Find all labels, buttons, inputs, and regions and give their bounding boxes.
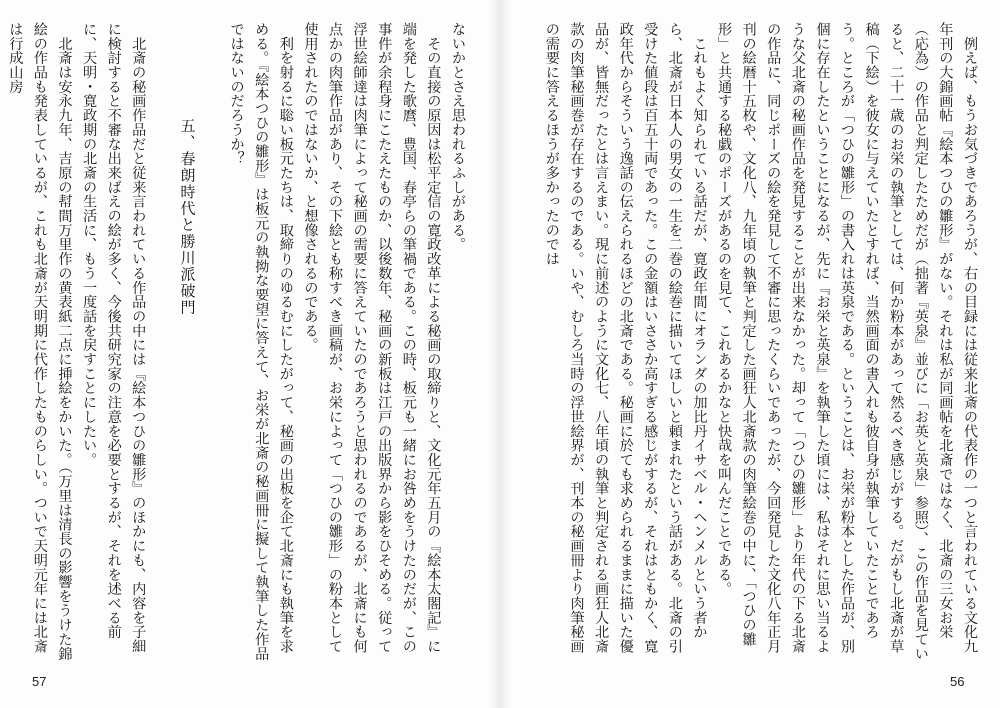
heading-spacer xyxy=(199,22,224,662)
section-heading: 五、春朗時代と勝川派破門 xyxy=(178,118,197,316)
page-number-right: 56 xyxy=(950,674,965,689)
right-page-text xyxy=(530,22,982,662)
heading-spacer-after xyxy=(150,22,175,662)
left-paragraph-2: 利を射るに聡い板元たちは、取締りのゆるむにしたがって、秘画の出板を企て北斎にも執筆を求める。『絵本つひの雛形』は板元の執拗な要望に答えて、お栄が北斎の秘画冊に擬して執筆した作品ではないのだろうか？ xyxy=(228,22,294,661)
left-paragraph-1: その直接の原因は松平定信の寛政改革による秘画の取締りと、文化元年五月の『絵本太閤記』に端を発した歌麿、豊国、春亭らの筆禍である。この時、板元も一緒にお咎めをうけたのだが、この事件が余程身にこたえたものか、以後数年、秘画の新板は江戸の出版界から影をひそめる。従って浮世絵師達は肉筆によって秘画の需要に答えていたのであろうと思われるのであるが、北斎にも何点かの肉筆作品があり、その下絵とも称すべき画稿が、お栄によって「つひの雛形」の粉本として使用されたのではないか、と想像されるのである。 xyxy=(302,22,442,654)
book-gutter xyxy=(488,0,512,708)
left-paragraph-3: 北斎の秘画作品だと従来言われている作品の中には『絵本つひの雛形』のほかにも、内容を子細に検討すると不審な出来ばえの絵が多く、今後共研究家の注意を必要とするが、それを述べる前に、天明・寛政期の北斎の生活に、もう一度話を戻すことにしたい。 xyxy=(81,22,147,654)
left-paragraph-4: 北斎は安永九年、吉原の幇間万里作の黄表紙二点に挿絵をかいた。（万里は清長の影響をうけた錦絵の作品も発表しているが、これも北斎が天明期に代作したものらしい。ついで天明元年には北斎は行成山房 xyxy=(7,22,73,661)
page-number-left: 57 xyxy=(32,674,47,689)
left-continuation: ないかとさえ思われるふしがある。 xyxy=(450,22,466,252)
right-paragraph-2: これもよく知られている話だが、寛政年間にオランダの加比丹イサベル・ヘンメルという者から、北斎が日本人の男女の一生を二巻の絵巻に描いてほしいと頼まれたという話がある。北斎の引受けた値段は百五十両であった。この金額はいささか高すぎる感じがするが、それはともかく、寛政年代からそういう逸話の伝えられるほどの北斎である。秘画に於ても求められるままに描いた優品が、皆無だったとは言えまい。現に前述のように文化七、八年頃の執筆と判定される画狂人北斎款の肉筆秘画巻が存在するのである。いや、むしろ当時の浮世絵界が、刊本の秘画冊より肉筆秘画の需要に答えるほうが多かったのでは xyxy=(543,22,708,654)
right-paragraph-1: 例えば、もうお気づきであろうが、右の目録には従来北斎の代表作の一つと言われている文化九年刊の大錦画帖『絵本つひの雛形』がない。それは私が同画帖を北斎ではなく、北斎の三女お栄（応為）の作品と判定したためだが（拙著『英泉』並びに「お英と英泉」参照）、この作品を見ていると、二十一歳のお栄の執筆としては、何か粉本があって然るべき感じがする。だがもし北斎が草稿（下絵）を彼女に与えていたとすれば、当然画面の書入れも彼自身が執筆していたことであろう。ところが「つひの雛形」の書入れは英泉である。ということは、お栄が粉本とした作品が、別個に存在したということになるが、先に『お栄と英泉』を執筆した頃には、私はそれに思い当るような父北斎の秘画作品を発見することが出来なかった。却って「つひの雛形」より年代の下る北斎の作品に、同じポーズの絵を発見して不審に思ったくらいであったが、今回発見した文化八年正月刊の絵暦十五枚や、文化八、九年頃の執筆と判定した画狂人北斎款の肉筆絵巻の中に、「つひの雛形」と共通する秘戯のポーズがあるのを見て、これあるかなと快哉を叫んだことである。 xyxy=(716,22,978,661)
left-page-text xyxy=(7,22,470,662)
